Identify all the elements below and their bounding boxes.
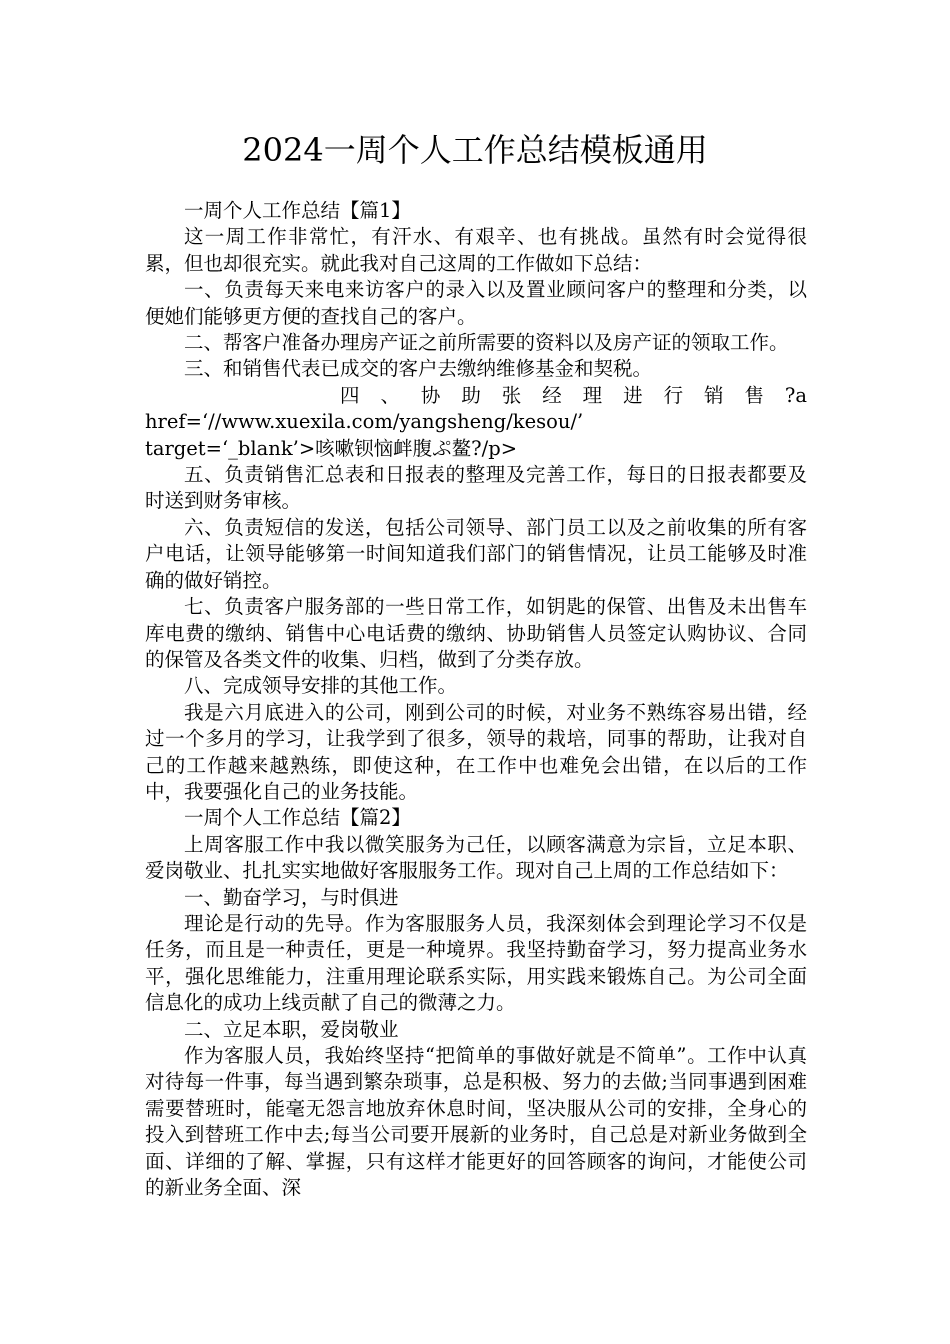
paragraph: 作为客服人员，我始终坚持“把简单的事做好就是不简单”。工作中认真对待每一件事，每当遇到繁杂琐事，总是积极、努力的去做;当同事遇到困难需要替班时，能毫无怨言地放弃休息时间，坚决服从公司的安排，全身心的投入到替班工作中去;每当公司要开展新的业务时，自己总是对新业务做到全面、详细的了解、掌握，只有这样才能更好的回答顾客的询问，才能使公司的新业务全面、深 xyxy=(145,1044,807,1200)
paragraph: 理论是行动的先导。作为客服服务人员，我深刻体会到理论学习不仅是任务，而且是一种责任，更是一种境界。我坚持勤奋学习，努力提高业务水平，强化思维能力，注重用理论联系实际，用实践来锻炼自己。为公司全面信息化的成功上线贡献了自己的微薄之力。 xyxy=(145,911,807,1015)
document-body xyxy=(145,198,807,1201)
section-heading-2: 一周个人工作总结【篇2】 xyxy=(184,806,411,830)
paragraph-target-line: target=‘_blank’>咳嗽钡恼衅腹ぷ鳌?/p> xyxy=(145,436,518,460)
paragraph: 上周客服工作中我以微笑服务为己任，以顾客满意为宗旨，立足本职、爱岗敬业、扎扎实实地做好客服服务工作。现对自己上周的工作总结如下： xyxy=(145,832,807,883)
paragraph: 八、完成领导安排的其他工作。 xyxy=(184,674,458,698)
paragraph-href-line: href=‘//www.xuexila.com/yangsheng/kesou/’ xyxy=(145,410,584,434)
paragraph: 三、和销售代表已成交的客户去缴纳维修基金和契税。 xyxy=(184,357,653,381)
document-title: 2024一周个人工作总结模板通用 xyxy=(242,131,708,169)
paragraph: 我是六月底进入的公司，刚到公司的时候，对业务不熟练容易出错，经过一个多月的学习，让我学到了很多，领导的栽培，同事的帮助，让我对自己的工作越来越熟练，即使这种，在工作中也难免会出错，在以后的工作中，我要强化自己的业务技能。 xyxy=(145,700,807,803)
section-heading-1: 一周个人工作总结【篇1】 xyxy=(184,199,411,222)
subheading: 二、立足本职，爱岗敬业 xyxy=(184,1017,399,1041)
paragraph: 一、负责每天来电来访客户的录入以及置业顾问客户的整理和分类，以便她们能够更方便的查找自己的客户。 xyxy=(145,278,807,328)
subheading: 一、勤奋学习，与时俱进 xyxy=(184,885,399,909)
paragraph: 五、负责销售汇总表和日报表的整理及完善工作，每日的日报表都要及时送到财务审核。 xyxy=(145,463,807,513)
paragraph-spaced: 四 、 协 助 张 经 理 进 行 销 售 ?a xyxy=(340,383,807,407)
paragraph: 六、负责短信的发送，包括公司领导、部门员工以及之前收集的所有客户电话，让领导能够第一时间知道我们部门的销售情况，让员工能够及时准确的做好销控。 xyxy=(145,515,807,592)
paragraph: 二、帮客户准备办理房产证之前所需要的资料以及房产证的领取工作。 xyxy=(184,331,789,355)
paragraph: 这一周工作非常忙，有汗水、有艰辛、也有挑战。虽然有时会觉得很累，但也却很充实。就此我对自己这周的工作做如下总结： xyxy=(145,225,807,275)
paragraph: 七、负责客户服务部的一些日常工作，如钥匙的保管、出售及未出售车库电费的缴纳、销售中心电话费的缴纳、协助销售人员签定认购协议、合同的保管及各类文件的收集、归档，做到了分类存放。 xyxy=(145,595,807,671)
